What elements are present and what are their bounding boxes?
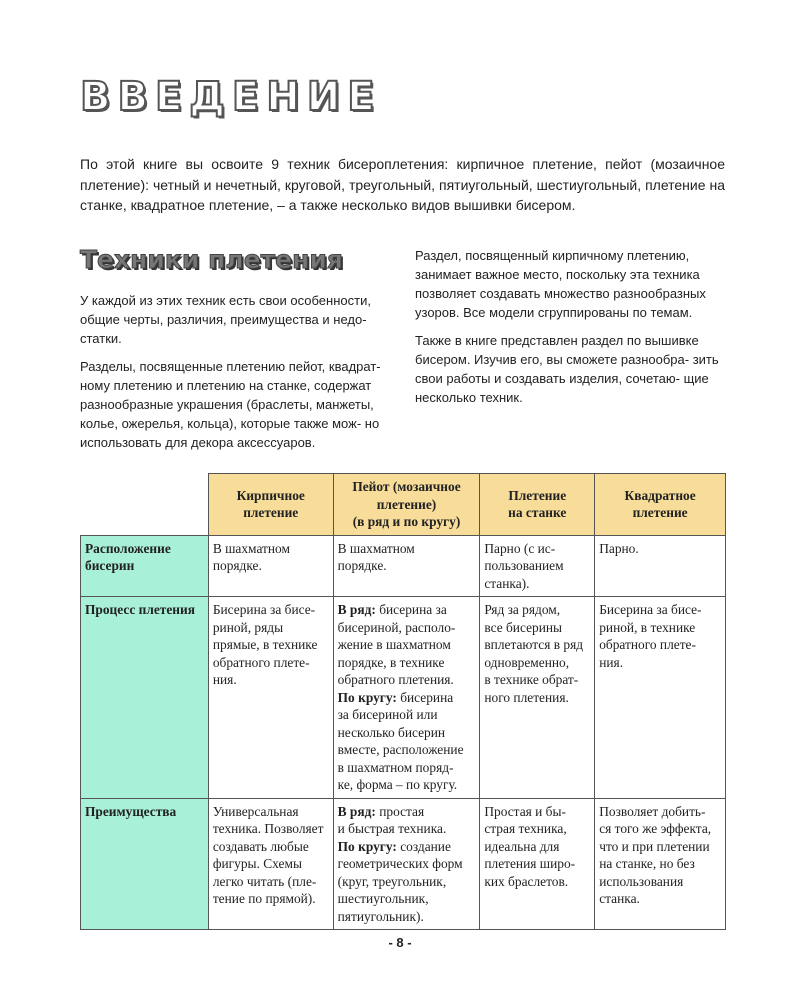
table-cell: Бисерина за бисе- риной, в технике обратного плете- ния. (595, 597, 726, 799)
table-cell: Бисерина за бисе- риной, ряды прямые, в технике обратного плете- ния. (208, 597, 333, 799)
intro-paragraph: По этой книге вы освоите 9 техник бисероплетения: кирпичное плетение, пейот (мозаичное плетение): четный и нечетный, круговой, треугольный, пятиугольный, шестиугольный, плетение на станке, квадратное плетение, – а также несколько видов вышивки бисером. (80, 156, 725, 213)
table-row (81, 535, 726, 597)
column-header: Кирпичное плетение (208, 474, 333, 536)
bold-label: В ряд: (337, 602, 376, 617)
cell-text: бисерина за бисериной, располо- жение в шахматном порядке, в технике обратного плетения. (337, 602, 456, 687)
paragraph: Разделы, посвященные плетению пейот, квадрат- ному плетению и плетению на станке, содержат разнообразные украшения (браслеты, манжеты, колье, ожерелья, кольца), которые также мож- но использовать для декора аксессуаров. (80, 359, 381, 450)
empty-corner-cell (81, 474, 209, 536)
cell-text: создание геометрических форм (круг, треугольник, шестиугольник, пятиугольник). (337, 838, 463, 924)
left-column (80, 291, 392, 461)
bold-label: По кругу: (337, 689, 397, 705)
row-header: Преимущества (81, 798, 209, 930)
cell-text: простая и быстрая техника. (337, 803, 447, 836)
paragraph: Также в книге представлен раздел по вышивке бисером. Изучив его, вы сможете разнообра- зить свои работы и создавать изделия, сочетаю- щие несколько техник. (415, 333, 719, 405)
table-row (81, 798, 726, 930)
page-number: - 8 - (388, 935, 412, 950)
table-cell: Парно. (595, 535, 726, 597)
techniques-table (80, 473, 726, 930)
cell-text: бисерина за бисериной или несколько бисерин вместе, расположение в шахматном поряд- ке, форма – по кругу. (337, 689, 464, 792)
column-header: Плетение на станке (480, 474, 595, 536)
table-row (81, 597, 726, 799)
page-title: ВВЕДЕНИЕ (80, 74, 382, 120)
bold-label: В ряд: (337, 803, 376, 819)
right-column (415, 246, 727, 416)
table-cell: Универсальная техника. Позволяет создавать любые фигуры. Схемы легко читать (пле- тение по прямой). (208, 798, 333, 930)
table-cell (333, 597, 480, 799)
table-cell (333, 798, 480, 930)
table-header-row (81, 474, 726, 536)
table-cell: Простая и бы- страя техника, идеальна для плетения широ- ких браслетов. (480, 798, 595, 930)
bold-label: По кругу: (337, 838, 397, 854)
table-cell: Ряд за рядом, все бисерины вплетаются в ряд одновременно, в технике обрат- ного плетения. (480, 597, 595, 799)
section-title: Техники плетения (80, 245, 343, 274)
paragraph: У каждой из этих техник есть свои особенности, общие черты, различия, преимущества и недо- статки. (80, 293, 371, 346)
row-header: Процесс плетения (81, 597, 209, 799)
column-header: Пейот (мозаичное плетение) (в ряд и по кругу) (333, 474, 480, 536)
table-cell: Парно (с ис- пользованием станка). (480, 535, 595, 597)
row-header: Расположение бисерин (81, 535, 209, 597)
column-header: Квадратное плетение (595, 474, 726, 536)
table-cell: В шахматном порядке. (208, 535, 333, 597)
table-cell: Позволяет добить- ся того же эффекта, что и при плетении на станке, но без использования станка. (595, 798, 726, 930)
table-cell: В шахматном порядке. (333, 535, 480, 597)
paragraph: Раздел, посвященный кирпичному плетению, занимает важное место, поскольку эта техника позволяет создавать множество разнообразных узоров. Все модели сгруппированы по темам. (415, 248, 706, 320)
